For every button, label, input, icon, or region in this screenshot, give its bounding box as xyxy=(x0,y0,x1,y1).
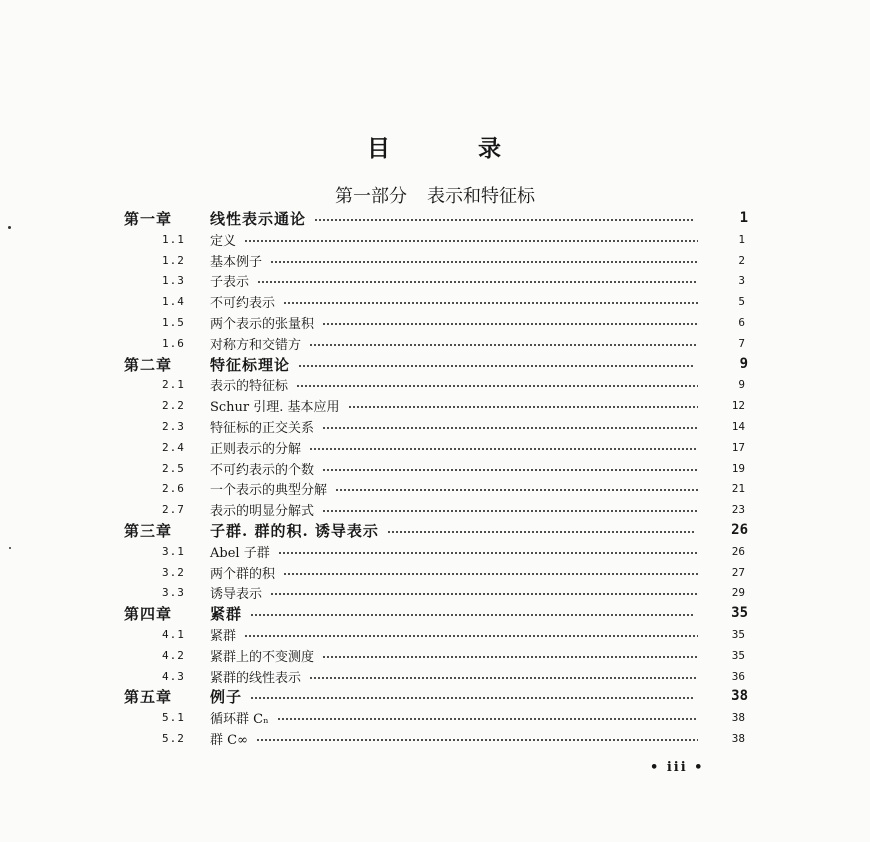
page-number: 19 xyxy=(731,461,745,475)
section-number: 1.1 xyxy=(162,232,185,246)
page-number: 9 xyxy=(738,377,745,391)
page-number: 38 xyxy=(731,731,745,745)
section-number: 2.1 xyxy=(162,377,185,391)
leader-dots xyxy=(278,552,698,554)
toc-section-row xyxy=(0,457,870,479)
page-number: 23 xyxy=(731,502,745,516)
toc-entry-title: 特征标的正交关系 xyxy=(210,420,315,436)
toc-section-row xyxy=(0,727,870,749)
toc-section-row xyxy=(0,249,870,271)
toc-entry-title: 不可约表示的个数 xyxy=(210,462,315,478)
toc-section-row xyxy=(0,269,870,291)
leader-dots xyxy=(277,718,698,720)
page-number: 26 xyxy=(731,522,748,538)
section-number: 1.6 xyxy=(162,336,185,350)
leader-dots xyxy=(298,365,695,367)
leader-dots xyxy=(257,281,698,283)
leader-dots xyxy=(387,531,695,533)
chapter-label: 第二章 xyxy=(124,355,173,374)
toc-section-row xyxy=(0,623,870,645)
toc-section-row xyxy=(0,665,870,687)
leader-dots xyxy=(335,489,698,491)
page-number: 5 xyxy=(738,294,745,308)
page-number: 7 xyxy=(738,336,745,350)
leader-dots xyxy=(250,697,695,699)
toc-entry-title: Abel 子群 xyxy=(210,545,270,561)
section-number: 5.2 xyxy=(162,731,185,745)
section-number: 4.1 xyxy=(162,627,185,641)
section-number: 4.2 xyxy=(162,648,185,662)
toc-section-row xyxy=(0,332,870,354)
page-number: 1 xyxy=(738,232,745,246)
leader-dots xyxy=(256,739,698,741)
toc-entry-title: 特征标理论 xyxy=(210,355,291,374)
toc-entry-title: 群 C∞ xyxy=(210,732,248,748)
leader-dots xyxy=(244,240,698,242)
section-number: 2.2 xyxy=(162,398,185,412)
leader-dots xyxy=(309,448,698,450)
toc-entry-title: 子群. 群的积. 诱导表示 xyxy=(210,521,379,540)
toc-chapter-row xyxy=(0,602,870,624)
leader-dots xyxy=(296,385,698,387)
toc-section-row xyxy=(0,477,870,499)
toc-entry-title: Schur 引理. 基本应用 xyxy=(210,399,340,415)
page-number: 26 xyxy=(731,544,745,558)
section-number: 2.7 xyxy=(162,502,185,516)
page-number: 27 xyxy=(731,565,745,579)
part-heading xyxy=(0,182,870,208)
section-number: 3.1 xyxy=(162,544,185,558)
chapter-label: 第五章 xyxy=(124,687,173,706)
leader-dots xyxy=(309,344,698,346)
page-number: 35 xyxy=(731,648,745,662)
page-title xyxy=(0,130,870,163)
page-number: 17 xyxy=(731,440,745,454)
toc-entry-title: 循环群 Cₙ xyxy=(210,711,269,727)
page-number: 29 xyxy=(731,585,745,599)
leader-dots xyxy=(322,469,698,471)
section-number: 2.6 xyxy=(162,481,185,495)
page-number: 14 xyxy=(731,419,745,433)
toc-entry-title: 诱导表示 xyxy=(210,586,263,602)
toc-entry-title: 表示的明显分解式 xyxy=(210,503,315,519)
section-number: 3.2 xyxy=(162,565,185,579)
scan-speck xyxy=(8,226,11,229)
toc-entry-title: 基本例子 xyxy=(210,254,263,270)
toc-entry-title: 表示的特征标 xyxy=(210,378,289,394)
toc-section-row xyxy=(0,581,870,603)
toc-entry-title: 紧群的线性表示 xyxy=(210,670,302,686)
toc-entry-title: 对称方和交错方 xyxy=(210,337,302,353)
section-number: 2.4 xyxy=(162,440,185,454)
title-char-1: 目 xyxy=(367,135,392,162)
page-number: 21 xyxy=(731,481,745,495)
toc-entry-title: 例子 xyxy=(210,687,243,706)
section-number: 1.5 xyxy=(162,315,185,329)
part-title: 表示和特征标 xyxy=(427,186,535,207)
leader-dots xyxy=(270,593,698,595)
toc-section-row xyxy=(0,394,870,416)
section-number: 1.4 xyxy=(162,294,185,308)
toc-chapter-row xyxy=(0,519,870,541)
toc-entry-title: 正则表示的分解 xyxy=(210,441,302,457)
toc-section-row xyxy=(0,498,870,520)
section-number: 1.2 xyxy=(162,253,185,267)
toc-section-row xyxy=(0,311,870,333)
toc-section-row xyxy=(0,706,870,728)
leader-dots xyxy=(314,219,695,221)
title-char-2: 录 xyxy=(478,135,503,162)
toc-entry-title: 两个表示的张量积 xyxy=(210,316,315,332)
leader-dots xyxy=(322,656,698,658)
section-number: 1.3 xyxy=(162,273,185,287)
toc-entry-title: 一个表示的典型分解 xyxy=(210,482,328,498)
toc-section-row xyxy=(0,436,870,458)
scan-speck xyxy=(9,547,11,549)
toc-entry-title: 不可约表示 xyxy=(210,295,276,311)
page-number: 2 xyxy=(738,253,745,267)
leader-dots xyxy=(270,261,698,263)
toc-entry-title: 两个群的积 xyxy=(210,566,276,582)
toc-entry-title: 紧群 xyxy=(210,628,237,644)
leader-dots xyxy=(322,427,698,429)
toc-entry-title: 线性表示通论 xyxy=(210,209,307,228)
page-number: 35 xyxy=(731,627,745,641)
toc-section-row xyxy=(0,290,870,312)
page-number: 1 xyxy=(739,210,748,226)
leader-dots xyxy=(283,302,698,304)
page-number: 36 xyxy=(731,669,745,683)
toc-section-row xyxy=(0,373,870,395)
page-number: 3 xyxy=(738,273,745,287)
leader-dots xyxy=(322,323,698,325)
toc-section-row xyxy=(0,415,870,437)
section-number: 2.3 xyxy=(162,419,185,433)
page-number-footer: • iii • xyxy=(650,760,705,775)
page-number: 9 xyxy=(739,356,748,372)
leader-dots xyxy=(244,635,698,637)
section-number: 3.3 xyxy=(162,585,185,599)
toc-chapter-row xyxy=(0,353,870,375)
leader-dots xyxy=(348,406,698,408)
toc-section-row xyxy=(0,228,870,250)
toc-entry-title: 子表示 xyxy=(210,274,250,290)
section-number: 2.5 xyxy=(162,461,185,475)
section-number: 5.1 xyxy=(162,710,185,724)
toc-section-row xyxy=(0,540,870,562)
toc-chapter-row xyxy=(0,685,870,707)
leader-dots xyxy=(322,510,698,512)
part-label: 第一部分 xyxy=(335,186,407,207)
chapter-label: 第四章 xyxy=(124,604,173,623)
page-number: 38 xyxy=(731,688,748,704)
toc-section-row xyxy=(0,561,870,583)
toc-section-row xyxy=(0,644,870,666)
leader-dots xyxy=(283,573,698,575)
chapter-label: 第三章 xyxy=(124,521,173,540)
toc-entry-title: 紧群上的不变测度 xyxy=(210,649,315,665)
page-number: 6 xyxy=(738,315,745,329)
toc-entry-title: 紧群 xyxy=(210,604,243,623)
toc-chapter-row xyxy=(0,207,870,229)
toc-entry-title: 定义 xyxy=(210,233,237,249)
chapter-label: 第一章 xyxy=(124,209,173,228)
page-number: 12 xyxy=(731,398,745,412)
section-number: 4.3 xyxy=(162,669,185,683)
leader-dots xyxy=(250,614,695,616)
page-number: 38 xyxy=(731,710,745,724)
leader-dots xyxy=(309,677,698,679)
page-number: 35 xyxy=(731,605,748,621)
